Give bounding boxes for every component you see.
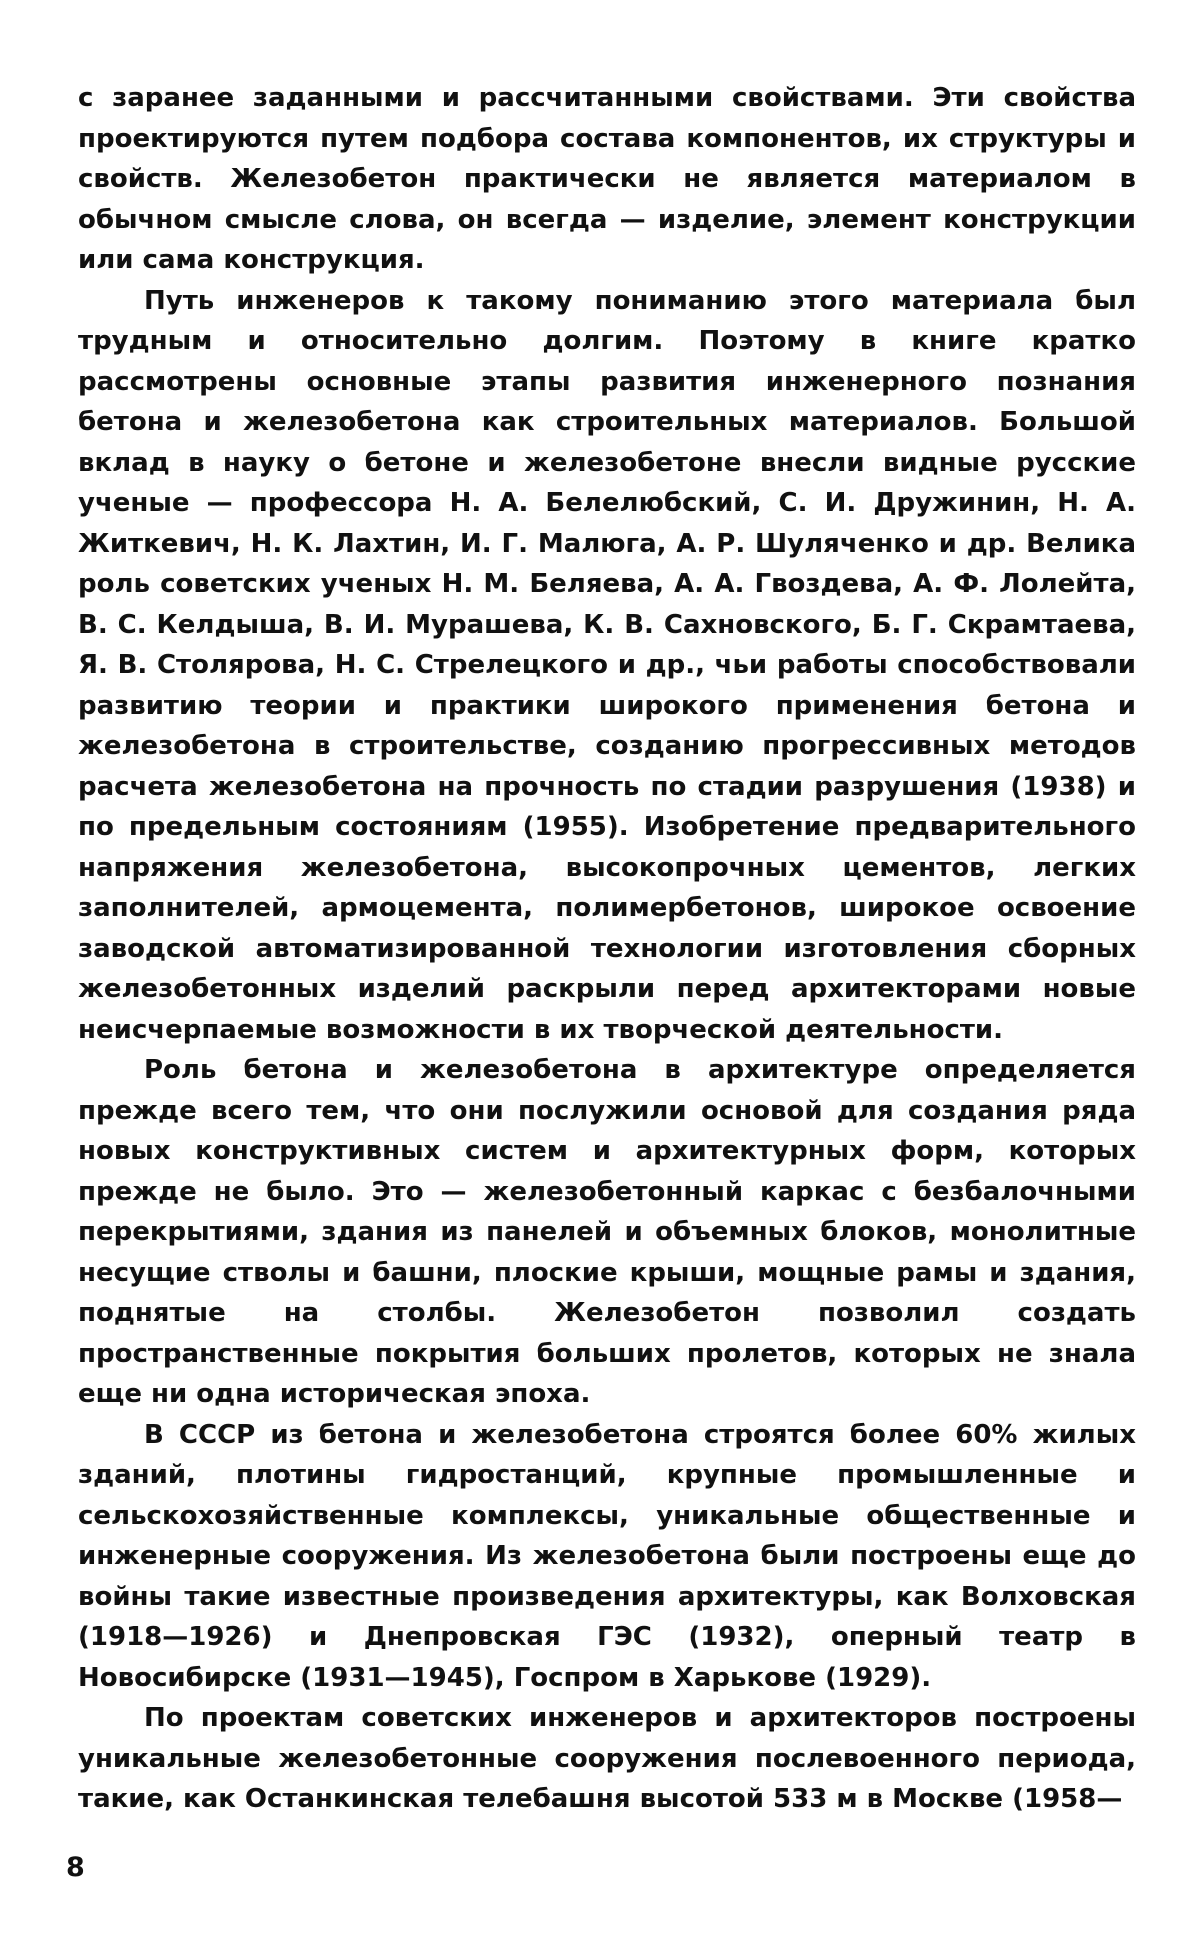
- body-text: [78, 78, 1136, 1820]
- paragraph-5: По проектам советских инженеров и архитекторов построены уникальные железобетонные сооружения послевоенного периода, такие, как Останкинская телебашня высотой 533 м в Москве (1958—: [78, 1703, 1136, 1814]
- page-number: 8: [66, 1852, 85, 1883]
- paragraph-3: Роль бетона и железобетона в архитектуре определяется прежде всего тем, что они послужили основой для создания ряда новых конструктивных систем и архитектурных форм, которых прежде не было. Это — железобетонный каркас с безбалочными перекрытиями, здания из панелей и объемных блоков, монолитные несущие стволы и башни, плоские крыши, мощные рамы и здания, поднятые на столбы. Железобетон позволил создать пространственные покрытия больших пролетов, которых не знала еще ни одна историческая эпоха.: [78, 1055, 1136, 1409]
- paragraph-2: Путь инженеров к такому пониманию этого материала был трудным и относительно долгим. Поэтому в книге кратко рассмотрены основные этапы развития инженерного познания бетона и железобетона как строительных материалов. Большой вклад в науку о бетоне и железобетоне внесли видные русские ученые — профессора Н. А. Белелюбский, С. И. Дружинин, Н. А. Житкевич, Н. К. Лахтин, И. Г. Малюга, А. Р. Шуляченко и др. Велика роль советских ученых Н. М. Беляева, А. А. Гвоздева, А. Ф. Лолейта, В. С. Келдыша, В. И. Мурашева, К. В. Сахновского, Б. Г. Скрамтаева, Я. В. Столярова, Н. С. Стрелецкого и др., чьи работы способствовали развитию теории и практики широкого применения бетона и железобетона в строительстве, созданию прогрессивных методов расчета железобетона на прочность по стадии разрушения (1938) и по предельным состояниям (1955). Изобретение предварительного напряжения железобетона, высокопрочных цементов, легких заполнителей, армоцемента, полимербетонов, широкое освоение заводской автоматизированной технологии изготовления сборных железобетонных изделий раскрыли перед архитекторами новые неисчерпаемые возможности в их творческой деятельности.: [78, 285, 1136, 1045]
- paragraph-1: с заранее заданными и рассчитанными свойствами. Эти свойства проектируются путем подбора состава компонентов, их структуры и свойств. Железобетон практически не является материалом в обычном смысле слова, он всегда — изделие, элемент конструкции или сама конструкция.: [78, 83, 1136, 275]
- paragraph-4: В СССР из бетона и железобетона строятся более 60% жилых зданий, плотины гидростанций, крупные промышленные и сельскохозяйственные комплексы, уникальные общественные и инженерные сооружения. Из железобетона были построены еще до войны такие известные произведения архитектуры, как Волховская (1918—1926) и Днепровская ГЭС (1932), оперный театр в Новосибирске (1931—1945), Госпром в Харькове (1929).: [78, 1419, 1136, 1693]
